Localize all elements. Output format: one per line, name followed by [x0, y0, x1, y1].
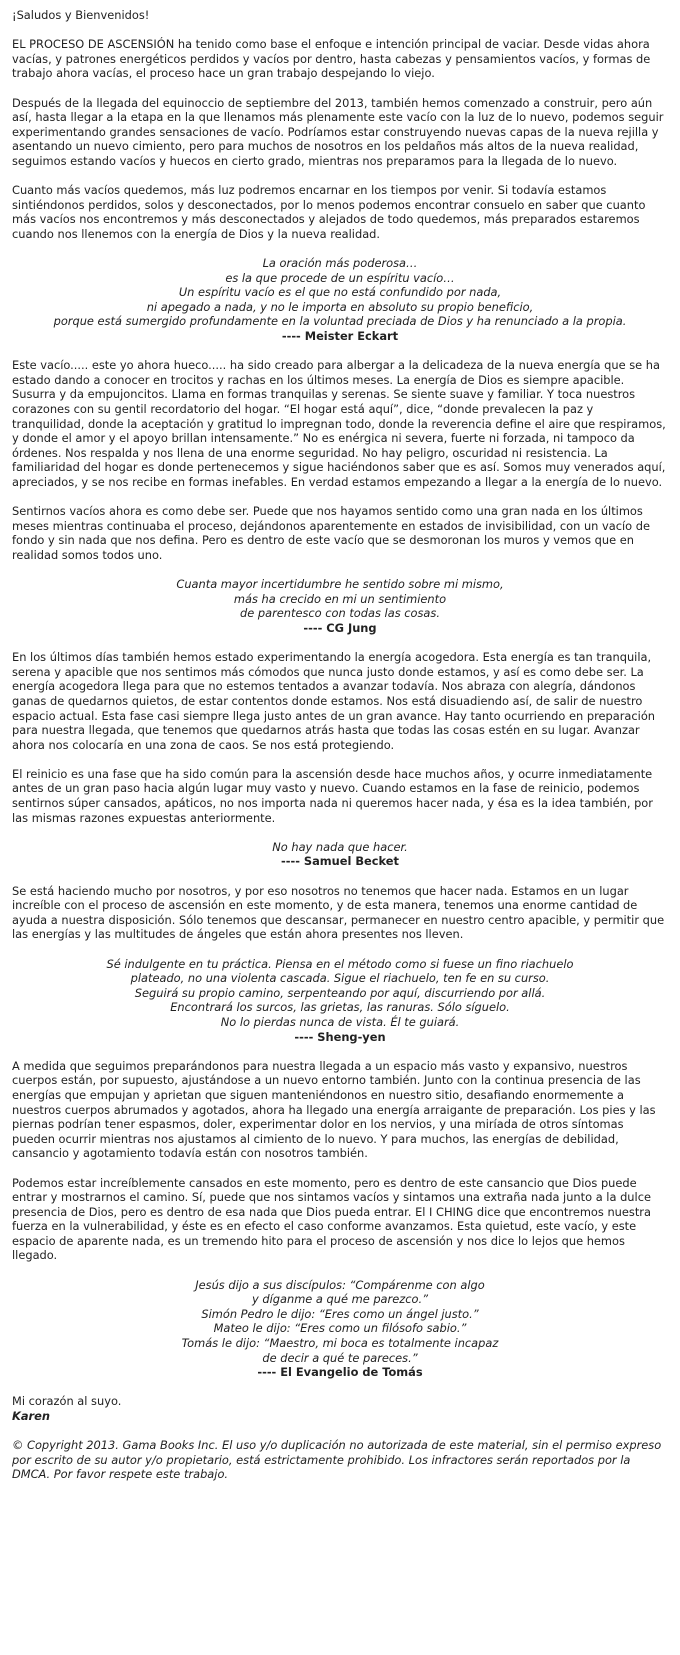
quote-line: de decir a qué te pareces.” [262, 1350, 418, 1365]
quote-author: ---- El Evangelio de Tomás [257, 1365, 423, 1380]
signature [12, 1394, 668, 1423]
quote-meister-eckart [12, 256, 668, 344]
quote-line: Tomás le dijo: “Maestro, mi boca es totalmente incapaz [181, 1336, 499, 1351]
greeting: ¡Saludos y Bienvenidos! [12, 8, 150, 22]
quote-line: Mateo le dijo: “Eres como un filósofo sabio.” [213, 1321, 467, 1336]
quote-line: plateado, no una violenta cascada. Sigue el riachuelo, ten fe en su curso. [130, 971, 550, 986]
paragraph-intro: EL PROCESO DE ASCENSIÓN ha tenido como base el enfoque e intención principal de vaciar. Desde vidas ahora vacías, y patrones energéticos perdidos y vacíos por dentro, hasta cabezas y pensamientos vacíos, y formas de trabajo ahora vacías, el proceso hace un gran trabajo despejando lo viejo. [12, 37, 651, 81]
quote-gospel-of-thomas [12, 1278, 668, 1380]
paragraph-bodies-adjusting: A medida que seguimos preparándonos para nuestra llegada a un espacio más vasto y expansivo, nuestros cuerpos están, por supuesto, ajustándose a un nuevo entorno también. Junto con la continua presencia de las energías que empujan y aprietan que siguen manteniéndonos en nuestro sitio, desafiando enormemente a nuestros cuerpos abrumados y agotados, ahora ha llegado una energía arraigante de preparación. Los pies y las piernas podrían tener espasmos, doler, experimentar dolor en los nervios, y una miríada de otros síntomas pueden ocurrir mientras nos ajustamos al cimiento de lo nuevo. Y para muchos, las energías de debilidad, cansancio y agotamiento todavía están con nosotros también. [12, 1058, 656, 1161]
paragraph-feeling-empty: Sentirnos vacíos ahora es como debe ser. Puede que nos hayamos sentido como una gran nada en los últimos meses mientras continuaba el proceso, dejándonos aparentemente en estados de invisibilidad, con un vacío de fondo y sin nada que nos defina. Pero es dentro de este vacío que se desmoronan los muros y vemos que en realidad somos todos uno. [12, 504, 650, 562]
paragraph-welcoming-energy: En los últimos días también hemos estado experimentando la energía acogedora. Esta energía es tan tranquila, serena y apacible que nos sentimos más cómodos que nunca justo donde estamos, y así es como debe ser. La energía acogedora llega para que no estemos tentados a avanzar todavía. Nos abraza con alegría, dándonos ganas de quedarnos quietos, de estar contentos donde estamos. Nos está disuadiendo así, de salir de nuestro espacio actual. Esta fase casi siempre llega justo antes de un gran avance. Hay tanto ocurriendo en preparación para nuestra llegada, que tenemos que quedarnos atrás hasta que todas las cosas estén en su lugar. Avanzar ahora nos colocaría en una zona de caos. Se nos está protegiendo. [12, 650, 656, 752]
quote-line: de parentesco con todas las cosas. [240, 606, 440, 621]
quote-line: es la que procede de un espíritu vacío… [225, 270, 455, 285]
quote-author: ---- Meister Eckart [281, 329, 399, 344]
quote-line: No lo pierdas nunca de vista. Él te guiará. [220, 1014, 460, 1029]
paragraph-being-helped: Se está haciendo mucho por nosotros, y por eso nosotros no tenemos que hacer nada. Estamos en un lugar increíble con el proceso de ascensión en este momento, y de esta manera, tenemos una enorme cantidad de ayuda a nuestra disposición. Sólo tenemos que descansar, permanecer en nuestro centro apacible, y permitir que las energías y las multitudes de ángeles que están ahora presentes nos lleven. [12, 883, 665, 942]
quote-samuel-becket [12, 840, 668, 869]
quote-line: Encontrará los surcos, las grietas, las ranuras. Sólo síguelo. [170, 1000, 510, 1015]
quote-line: Un espíritu vacío es el que no está confundido por nada, [178, 285, 502, 300]
quote-line: porque está sumergido profundamente en la voluntad preciada de Dios y ha renunciado a la propia. [53, 314, 627, 329]
quote-line: Cuanta mayor incertidumbre he sentido sobre mi mismo, [176, 577, 504, 592]
quote-line: ni apegado a nada, y no le importa en absoluto su propio beneficio, [146, 299, 534, 314]
quote-author: ---- CG Jung [303, 620, 377, 635]
paragraph-equinox: Después de la llegada del equinoccio de septiembre del 2013, también hemos comenzado a construir, pero aún así, hasta llegar a la etapa en la que llenamos más plenamente este vacío con la luz de lo nuevo, podemos seguir experimentando grandes sensaciones de vacío. Podríamos estar construyendo nuevas capas de la nueva rejilla y asentando un nuevo cimiento, pero para muchos de nosotros en los peldaños más altos de la nueva realidad, seguimos estando vacíos y huecos en cierto grado, mientras nos preparamos para la llegada de lo nuevo. [12, 95, 664, 168]
quote-line: Seguirá su propio camino, serpenteando por aquí, discurriendo por allá. [134, 985, 546, 1000]
paragraph-hollow: Este vacío..... este yo ahora hueco..... ha sido creado para albergar a la delicadeza de la nueva energía que se ha estado dando a conocer en trocitos y rachas en los últimos meses. La energía de Dios es siempre apacible. Susurra y da empujoncitos. Llama en formas tranquilas y serenas. Se siente suave y familiar. Y toca nuestros corazones con su gentil recordatorio del hogar. “El hogar está aquí”, dice, “donde prevalecen la paz y tranquilidad, donde la aceptación y gratitud lo impregnan todo, donde la reverencia define el aire que respiramos, y donde el amor y el apoyo brillan intensamente.” No es enérgica ni severa, fuerte ni forzada, ni tampoco da órdenes. Nos respalda y nos llena de una enorme seguridad. No hay peligro, oscuridad ni resistencia. La familiaridad del hogar es donde pertenecemos y sigue haciéndonos saber que es así. Somos muy venerados aquí, apreciados, y se nos recibe en formas inefables. En verdad estamos empezando a llegar a la energía de lo nuevo. [12, 358, 666, 489]
quote-line: Simón Pedro le dijo: “Eres como un ángel justo.” [201, 1306, 479, 1321]
paragraph-emptiness: Cuanto más vacíos quedemos, más luz podremos encarnar en los tiempos por venir. Si todavía estamos sintiéndonos perdidos, solos y desconectados, por lo menos podemos encontrar consuelo en saber que cuanto más vacíos nos encontremos y más desconectados y alejados de todo quedemos, más preparados estaremos cuando nos llenemos con la energía de Dios y la nueva realidad. [12, 183, 646, 241]
quote-line: más ha crecido en mi un sentimiento [233, 591, 447, 606]
copyright-notice: © Copyright 2013. Gama Books Inc. El uso y/o duplicación no autorizada de este material, sin el permiso expreso por escrito de su autor y/o propietario, está estrictamente prohibido. Los infractores serán reportados por la DMCA. Por favor respete este trabajo. [12, 1438, 662, 1482]
quote-line: La oración más poderosa… [262, 256, 418, 271]
signature-name: Karen [12, 1409, 50, 1423]
quote-line: Jesús dijo a sus discípulos: “Compárenme con algo [195, 1277, 485, 1292]
quote-sheng-yen [12, 957, 668, 1045]
quote-line: No hay nada que hacer. [272, 839, 408, 854]
paragraph-tired: Podemos estar increíblemente cansados en este momento, pero es dentro de este cansancio que Dios puede entrar y mostrarnos el camino. Sí, puede que nos sintamos vacíos y sintamos una extraña nada junto a la dulce presencia de Dios, pero es dentro de esa nada que Dios pueda entrar. El I CHING dice que encontremos nuestra fuerza en la vulnerabilidad, y éste es en efecto el caso conforme avanzamos. Esta quietud, este vacío, y este espacio de aparente nada, es un tremendo hito para el proceso de ascensión y nos dice lo lejos que hemos llegado. [12, 1175, 651, 1263]
quote-line: y díganme a qué me parezco.” [252, 1292, 428, 1307]
signature-line: Mi corazón al suyo. [12, 1394, 122, 1409]
paragraph-reset: El reinicio es una fase que ha sido común para la ascensión desde hace muchos años, y ocurre inmediatamente antes de un gran paso hacia algún lugar muy vasto y nuevo. Cuando estamos en la fase de reinicio, podemos sentirnos súper cansados, apáticos, no nos importa nada ni queremos hacer nada, y ésa es la idea también, por las mismas razones expuestas anteriormente. [12, 766, 653, 825]
quote-line: Sé indulgente en tu práctica. Piensa en el método como si fuese un fino riachuelo [106, 956, 574, 971]
quote-author: ---- Samuel Becket [281, 854, 399, 869]
quote-cg-jung [12, 577, 668, 635]
quote-author: ---- Sheng-yen [294, 1029, 386, 1044]
